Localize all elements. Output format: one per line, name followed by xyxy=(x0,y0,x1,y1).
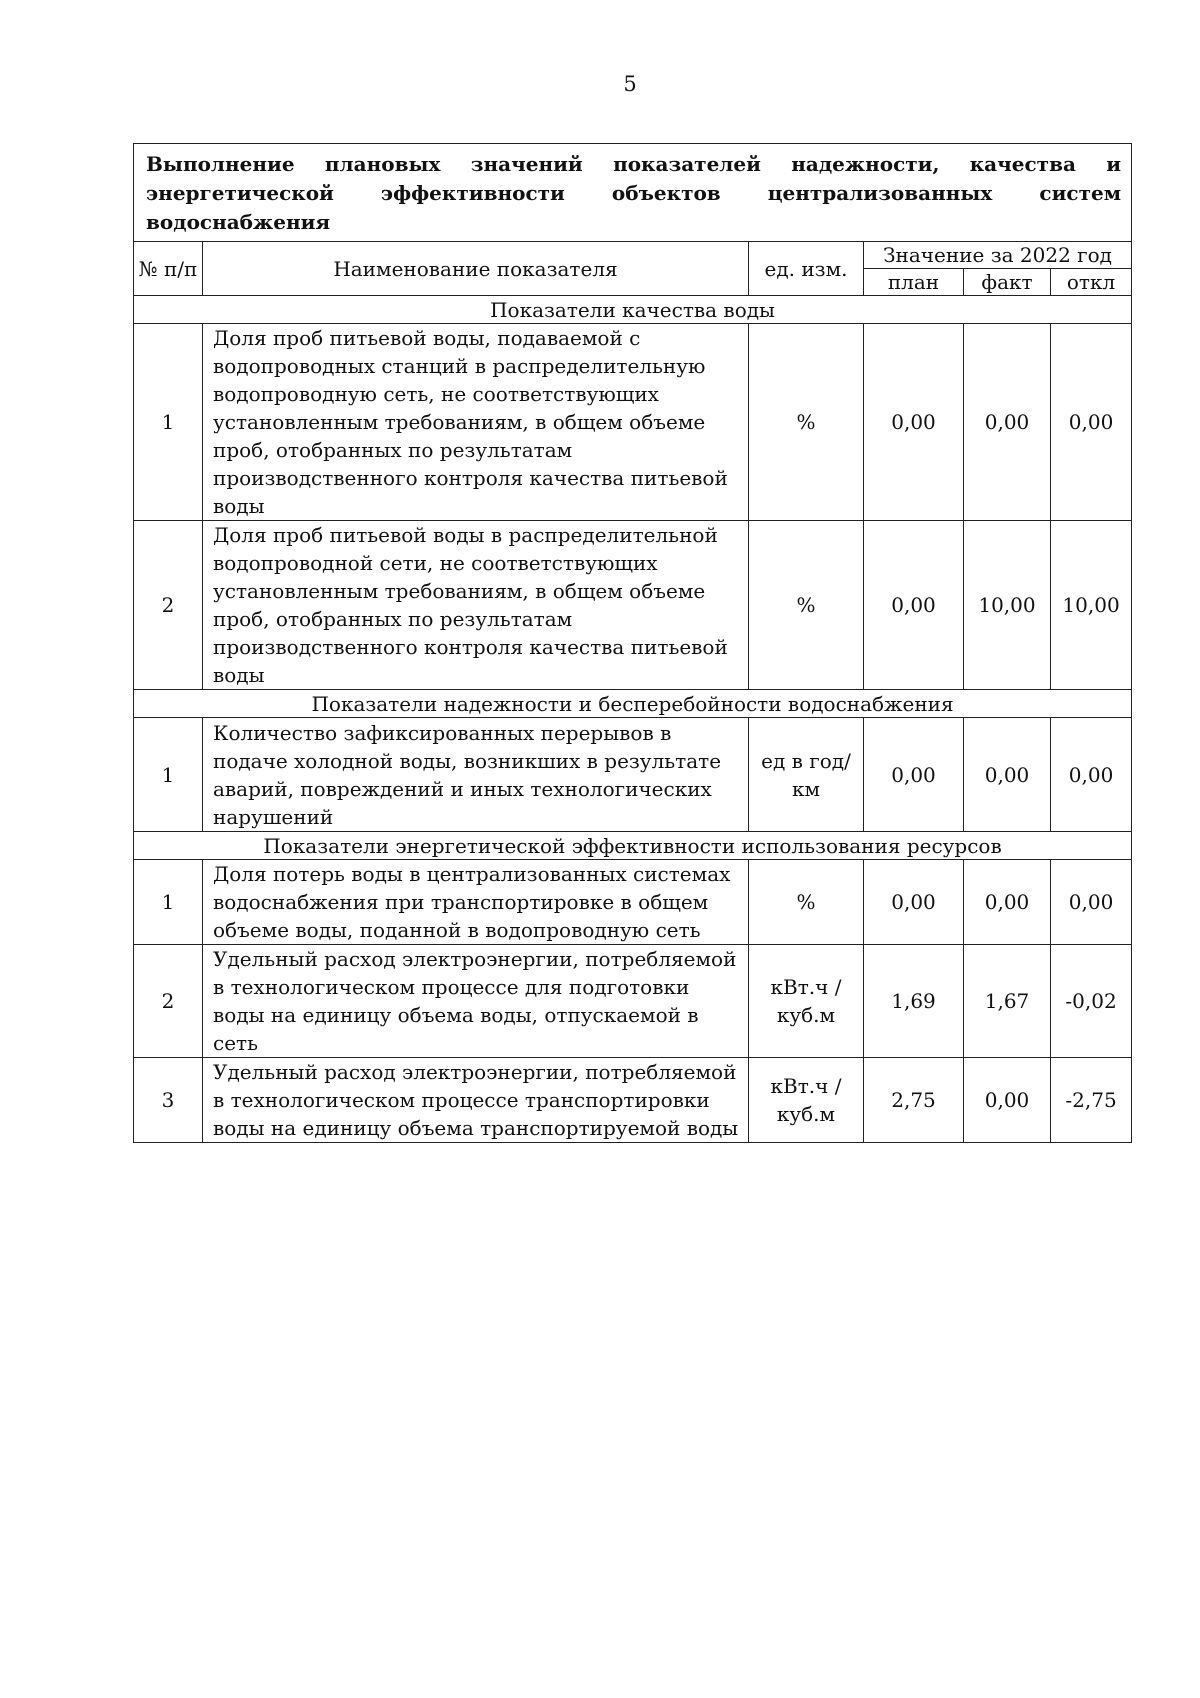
row-num: 3 xyxy=(134,1058,203,1143)
row-fact: 10,00 xyxy=(964,521,1051,690)
row-unit: % xyxy=(749,860,864,945)
table-row xyxy=(134,1058,1132,1143)
row-num: 2 xyxy=(134,521,203,690)
row-name: Доля проб питьевой воды, подаваемой с водопроводных станций в распределительную водопроводную сеть, не соответствующих установленным требованиям, в общем объеме проб, отобранных по результатам производственного контроля качества питьевой воды xyxy=(203,324,749,521)
row-name: Удельный расход электроэнергии, потребляемой в технологическом процессе транспортировки воды на единицу объема транспортируемой воды xyxy=(203,1058,749,1143)
header-plan: план xyxy=(864,269,964,296)
section-title: Показатели качества воды xyxy=(134,296,1132,324)
row-deviation: 0,00 xyxy=(1051,324,1132,521)
row-unit: кВт.ч / куб.м xyxy=(749,945,864,1058)
row-deviation: -0,02 xyxy=(1051,945,1132,1058)
row-fact: 0,00 xyxy=(964,860,1051,945)
section-title: Показатели надежности и бесперебойности водоснабжения xyxy=(134,690,1132,718)
row-fact: 0,00 xyxy=(964,1058,1051,1143)
row-name: Количество зафиксированных перерывов в подаче холодной воды, возникших в результате аварий, повреждений и иных технологических нарушений xyxy=(203,718,749,832)
row-deviation: 10,00 xyxy=(1051,521,1132,690)
header-num: № п/п xyxy=(134,242,203,296)
table-row xyxy=(134,521,1132,690)
page-number: 5 xyxy=(623,72,637,96)
header-unit: ед. изм. xyxy=(749,242,864,296)
row-fact: 0,00 xyxy=(964,718,1051,832)
header-period: Значение за 2022 год xyxy=(864,242,1132,269)
table-title: Выполнение плановых значений показателей надежности, качества и энергетической эффективности объектов централизованных систем водоснабжения xyxy=(134,144,1132,242)
row-num: 1 xyxy=(134,860,203,945)
row-num: 2 xyxy=(134,945,203,1058)
table-row xyxy=(134,860,1132,945)
row-plan: 0,00 xyxy=(864,521,964,690)
row-unit: % xyxy=(749,324,864,521)
section-title: Показатели энергетической эффективности использования ресурсов xyxy=(134,832,1132,860)
row-unit: ед в год/ км xyxy=(749,718,864,832)
header-fact: факт xyxy=(964,269,1051,296)
row-name: Доля проб питьевой воды в распределительной водопроводной сети, не соответствующих установленным требованиям, в общем объеме проб, отобранных по результатам производственного контроля качества питьевой воды xyxy=(203,521,749,690)
header-deviation: откл xyxy=(1051,269,1132,296)
row-plan: 1,69 xyxy=(864,945,964,1058)
row-deviation: -2,75 xyxy=(1051,1058,1132,1143)
header-name: Наименование показателя xyxy=(203,242,749,296)
row-plan: 2,75 xyxy=(864,1058,964,1143)
row-num: 1 xyxy=(134,718,203,832)
row-fact: 1,67 xyxy=(964,945,1051,1058)
row-name: Доля потерь воды в централизованных системах водоснабжения при транспортировке в общем объеме воды, поданной в водопроводную сеть xyxy=(203,860,749,945)
row-plan: 0,00 xyxy=(864,718,964,832)
table-row xyxy=(134,324,1132,521)
indicators-table xyxy=(133,143,1132,1143)
row-unit: кВт.ч / куб.м xyxy=(749,1058,864,1143)
table-row xyxy=(134,718,1132,832)
row-fact: 0,00 xyxy=(964,324,1051,521)
table-row xyxy=(134,945,1132,1058)
row-unit: % xyxy=(749,521,864,690)
row-plan: 0,00 xyxy=(864,324,964,521)
row-plan: 0,00 xyxy=(864,860,964,945)
row-deviation: 0,00 xyxy=(1051,718,1132,832)
row-name: Удельный расход электроэнергии, потребляемой в технологическом процессе для подготовки воды на единицу объема воды, отпускаемой в сеть xyxy=(203,945,749,1058)
row-deviation: 0,00 xyxy=(1051,860,1132,945)
row-num: 1 xyxy=(134,324,203,521)
